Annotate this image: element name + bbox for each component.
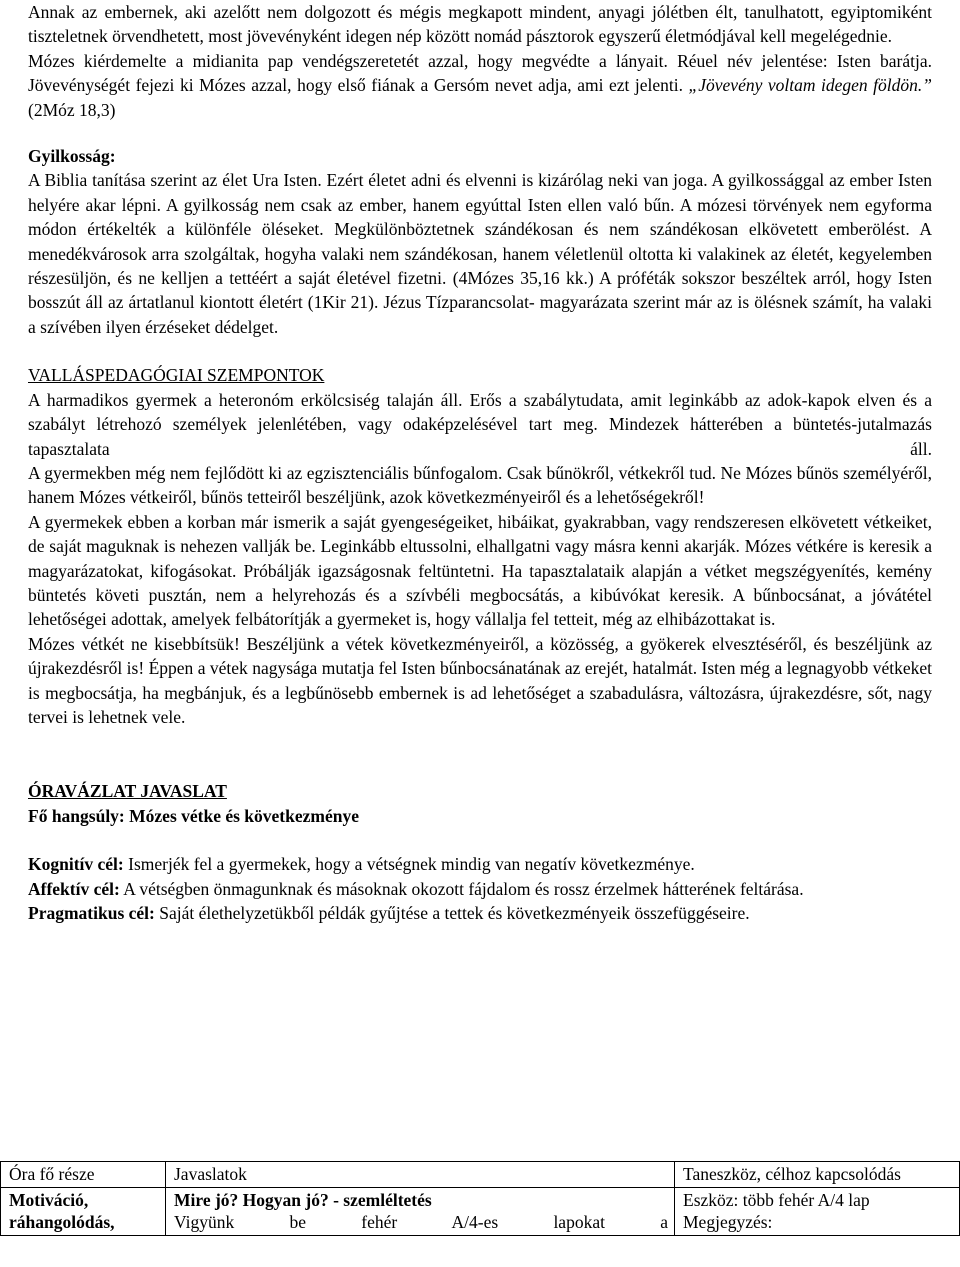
- oravazlat-heading: ÓRAVÁZLAT JAVASLAT: [28, 781, 227, 802]
- notes-label: Megjegyzés:: [683, 1212, 773, 1232]
- intro-paragraph-1: Annak az embernek, aki azelőtt nem dolgozott és mégis megkapott mindent, anyagi jólétben élt, tanulhatott, egyiptomiként tiszteletnek örvendhetett, most jövevényként idegen nép között nomád pásztorok egyszerű életmódjával kell megelégednie.: [28, 2, 932, 47]
- intro-paragraph-2-text: Mózes kiérdemelte a midianita pap vendégszeretetét azzal, hogy megvédte a lányait. Réuel név jelentése: Isten barátja. Jövevénységét fejezi ki Mózes azzal, hogy első fiának a Gersóm nevet adja, ami ezt jelenti.: [28, 50, 932, 96]
- table-header-cell: Javaslatok: [166, 1162, 675, 1188]
- kognitiv-cel-label: Kognitív cél:: [28, 854, 124, 875]
- pragmatikus-cel-label: Pragmatikus cél:: [28, 903, 155, 923]
- gyilkossag-text: A Biblia tanítása szerint az élet Ura Isten. Ezért életet adni és elvenni is kizárólag neki van joga. A gyilkossággal az ember Isten helyére akar lépni. A gyilkosság nem csak az ember, hanem egyúttal Isten ellen való bűn. A mózesi törvények nem egyforma módon értékelték a különféle öléseket. Megkülönböztetnek szándékosan és nem szándékosan elkövetett emberölést. A menedékvárosok arra szolgáltak, hogyha valaki nem szándékosan, hanem véletlenül oltotta ki valakinek az életét, kegyelemben részesüljön, és ne kelljen a tettéért a saját életével fizetni. (4Mózes 35,16 kk.) A próféták sokszor beszéltek arról, hogy Isten bosszút áll az ártatlanul kiontott életért (1Kir 21). Jézus Tízparancsolat- magyarázata szerint már az is ölésnek számít, ha valaki a szívében ilyen érzéseket dédelget.: [28, 170, 932, 337]
- tools-text: Eszköz: több fehér A/4 lap: [683, 1190, 870, 1210]
- table-header-cell: Óra fő része: [1, 1162, 166, 1188]
- kognitiv-cel-text: Ismerjék fel a gyermekek, hogy a vétségnek mindig van negatív következménye.: [128, 854, 695, 875]
- table-cell-section: Motiváció, ráhangolódás,: [1, 1188, 166, 1236]
- intro-quote: „Jövevény voltam idegen földön.”: [688, 75, 933, 96]
- table-cell-tools: [675, 1188, 960, 1236]
- affektiv-cel-label: Affektív cél:: [28, 878, 120, 899]
- suggestion-title: Mire jó? Hogyan jó? - szemléltetés: [174, 1190, 432, 1210]
- affektiv-cel: [28, 877, 932, 901]
- kognitiv-cel: [28, 852, 932, 876]
- vallaspedagogia-paragraph-2: A gyermekben még nem fejlődött ki az egzisztenciális bűnfogalom. Csak bűnökről, vétkekről tud. Ne Mózes bűnös személyéről, hanem Mózes vétkeiről, bűnös tetteiről beszéljünk, azok következményeiről és a lehetőségekről!: [28, 462, 932, 508]
- table-header-row: [1, 1162, 960, 1188]
- vallaspedagogia-paragraph-4: Mózes vétkét ne kisebbítsük! Beszéljünk a vétek következményeiről, a közösség, a gyökerek elvesztéséről, és beszéljünk az újrakezdésről is! Éppen a vétek nagysága mutatja fel Isten bűnbocsánatának az erejét, hatalmát. Isten még a legnagyobb vétkeket is megbocsátja, ha megbánjuk, és a legbűnösebb embernek is ad lehetőséget a szabadulásra, változásra, újrakezdésre, sőt, nagy tervei is lehetnek vele.: [28, 633, 932, 727]
- intro-reference: (2Móz 18,3): [28, 99, 116, 120]
- pragmatikus-cel: [28, 901, 932, 925]
- lesson-plan-table: [0, 1161, 960, 1236]
- vallaspedagogia-paragraph-3: A gyermekek ebben a korban már ismerik a saját gyengeségeiket, hibáikat, gyakrabban, vagy rendszeresen elkövetett vétkeiket, de saját maguknak is nehezen vallják be. Leginkább eltussolni, elhallgatni vagy másra kenni akarják. Mózes vétkére is keresik a magyarázatokat, kifogásokat. Próbálják igazságosnak feltüntetni. Ha tapasztalataik alapján a vétket megszégyenítés, kemény büntetés követi pusztán, nem a helyrehozás és a szívbéli megbocsátás, a kibúvókat keresik. A bűnbocsánat, a jóvátétel lehetőségei adottak, amelyek felbátorítják a gyermeket is, hogy vállalja fel tetteit, még az elhibázottakat is.: [28, 511, 932, 630]
- vallaspedagogia-paragraph-1: A harmadikos gyermek a heteronóm erkölcsiség talaján áll. Erős a szabálytudata, amit leginkább az adok-kapok elven és a szabályt létrehozó személyek jelenlétében, vagy odaképzelésével tart meg. Mindezek hátterében a büntetés-jutalmazás tapasztalata áll.: [28, 389, 932, 459]
- vallaspedagogia-heading: VALLÁSPEDAGÓGIAI SZEMPONTOK: [28, 365, 325, 386]
- pragmatikus-cel-text: Saját élethelyzetükből példák gyűjtése a tettek és következményeik összefüggéseire.: [159, 903, 750, 923]
- affektiv-cel-text: A vétségben önmagunknak és másoknak okozott fájdalom és rossz érzelmek hátterének feltárása.: [123, 878, 804, 899]
- gyilkossag-heading: Gyilkosság:: [28, 146, 116, 167]
- suggestion-text: Vigyünk be fehér A/4-es lapokat a: [174, 1212, 668, 1232]
- table-row: [1, 1188, 960, 1236]
- table-header-cell: Taneszköz, célhoz kapcsolódás: [675, 1162, 960, 1188]
- intro-paragraph-2: [28, 49, 932, 122]
- table-cell-suggestions: [166, 1188, 675, 1236]
- oravazlat-subheading: Fő hangsúly: Mózes vétke és következménye: [28, 805, 359, 826]
